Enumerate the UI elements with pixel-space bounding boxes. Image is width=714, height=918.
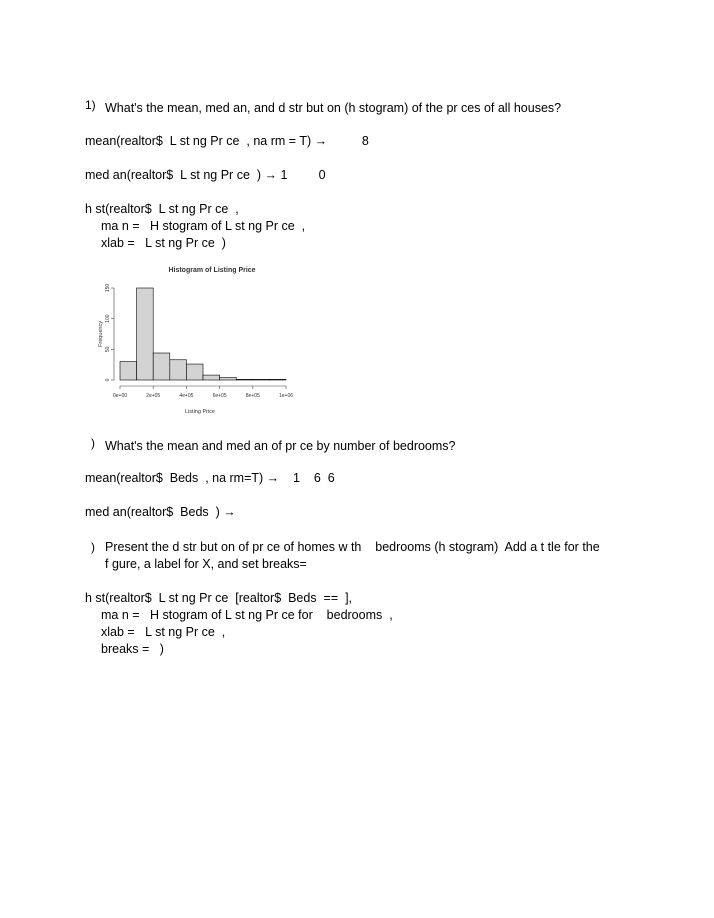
y-tick-label: 100 <box>105 314 111 323</box>
question-1-text: What's the mean, med an, and d str but on (h stogram) of the pr ces of all houses? <box>105 101 562 115</box>
chart-axes <box>105 284 293 399</box>
chart-bars <box>120 288 286 380</box>
x-tick-label: 4e+05 <box>179 393 194 399</box>
x-axis-label: Listing Price <box>185 409 215 415</box>
question-2-text: What's the mean and med an of pr ce by number of bedrooms? <box>105 439 456 453</box>
histogram-bar <box>203 375 220 380</box>
histogram-chart <box>98 262 298 418</box>
histogram-bar <box>236 379 253 380</box>
y-tick-label: 0 <box>105 378 111 382</box>
y-tick-label: 150 <box>105 283 111 293</box>
x-tick-label: 6e+05 <box>212 393 227 399</box>
x-tick-label: 8e+05 <box>245 393 260 399</box>
x-tick-label: 0e+00 <box>112 393 128 399</box>
x-tick-label: 2e+05 <box>146 393 161 399</box>
q1-code-hist-line-3: xlab = L st ng Pr ce ) <box>101 236 226 250</box>
q2-code-median: med an(realtor$ Beds ) → <box>85 505 236 519</box>
histogram-bar <box>120 362 137 380</box>
question-1-number: 1) <box>85 98 96 112</box>
histogram-bar <box>137 288 154 380</box>
question-3-text-line-1: Present the d str but on of pr ce of homes w th bedrooms (h stogram) Add a t tle for the <box>105 540 600 554</box>
q2-code-mean: mean(realtor$ Beds , na rm=T) → 1 6 6 <box>85 471 335 485</box>
chart-title: Histogram of Listing Price <box>168 267 256 274</box>
y-tick-label: 50 <box>105 346 111 353</box>
question-3-text-line-2: f gure, a label for X, and set breaks= <box>105 557 307 571</box>
q3-code-line-3: xlab = L st ng Pr ce , <box>101 625 226 639</box>
y-axis-label: Frequency <box>98 321 104 347</box>
histogram-bar <box>153 353 170 380</box>
histogram-bar <box>220 378 237 380</box>
q1-code-median: med an(realtor$ L st ng Pr ce ) → 1 0 <box>85 168 326 182</box>
histogram-bar <box>170 360 187 380</box>
question-3-number: ) <box>91 540 95 554</box>
q3-code-line-2: ma n = H stogram of L st ng Pr ce for bedrooms , <box>101 608 393 622</box>
q3-code-line-4: breaks = ) <box>101 642 164 656</box>
q1-code-mean: mean(realtor$ L st ng Pr ce , na rm = T) → 8 <box>85 134 369 148</box>
histogram-bar <box>269 379 286 380</box>
q1-code-hist-line-1: h st(realtor$ L st ng Pr ce , <box>85 202 239 216</box>
q1-code-hist-line-2: ma n = H stogram of L st ng Pr ce , <box>101 219 306 233</box>
question-2-number: ) <box>91 436 95 450</box>
x-tick-label: 1e+06 <box>278 393 294 399</box>
histogram-bar <box>186 364 203 380</box>
histogram-bar <box>253 379 270 380</box>
q3-code-line-1: h st(realtor$ L st ng Pr ce [realtor$ Beds == ], <box>85 591 353 605</box>
